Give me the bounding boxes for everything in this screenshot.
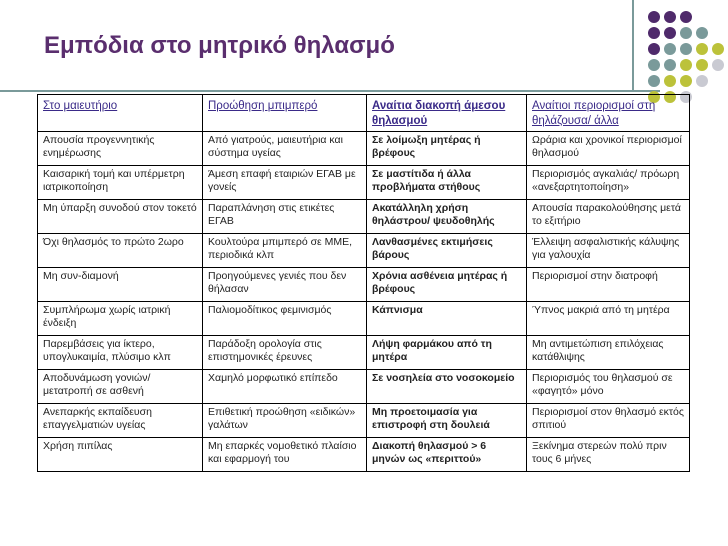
table-cell: Σε λοίμωξη μητέρας ή βρέφους — [367, 132, 527, 166]
table-cell: Κουλτούρα μπιμπερό σε ΜΜΕ, περιοδικά κλπ — [203, 234, 367, 268]
decor-dot — [648, 43, 660, 55]
table-cell: Μη συν-διαμονή — [38, 268, 203, 302]
table-row — [38, 234, 690, 268]
table-cell: Μη επαρκές νομοθετικό πλαίσιο και εφαρμογή του — [203, 438, 367, 472]
column-header: Αναίτια διακοπή άμεσου θηλασμού — [367, 95, 527, 132]
table-cell: Παραπλάνηση στις ετικέτες ΕΓΑΒ — [203, 200, 367, 234]
table-cell: Άμεση επαφή εταιριών ΕΓΑΒ με γονείς — [203, 166, 367, 200]
decor-dot — [664, 43, 676, 55]
column-header: Στο μαιευτήριο — [38, 95, 203, 132]
table-cell: Αποδυνάμωση γονιών/ μετατροπή σε ασθενή — [38, 370, 203, 404]
table-cell: Ανεπαρκής εκπαίδευση επαγγελματιών υγείας — [38, 404, 203, 438]
table-header-row — [38, 95, 690, 132]
table-cell: Σε μαστίτιδα ή άλλα προβλήματα στήθους — [367, 166, 527, 200]
table-cell: Ξεκίνημα στερεών πολύ πριν τους 6 μήνες — [527, 438, 690, 472]
decor-dot — [680, 43, 692, 55]
table-cell: Καισαρική τομή και υπέρμετρη ιατρικοποίηση — [38, 166, 203, 200]
table-cell: Χαμηλό μορφωτικό επίπεδο — [203, 370, 367, 404]
table-cell: Παρεμβάσεις για ίκτερο, υπογλυκαιμία, πλύσιμο κλπ — [38, 336, 203, 370]
table-cell: Σε νοσηλεία στο νοσοκομείο — [367, 370, 527, 404]
decor-horizontal-line — [0, 90, 660, 92]
decor-dot — [648, 59, 660, 71]
table-cell: Λανθασμένες εκτιμήσεις βάρους — [367, 234, 527, 268]
barriers-table — [37, 94, 690, 472]
table-cell: Απουσία παρακολούθησης μετά το εξιτήριο — [527, 200, 690, 234]
table-cell: Μη προετοιμασία για επιστροφή στη δουλειά — [367, 404, 527, 438]
decor-dot — [696, 27, 708, 39]
table-cell: Προηγούμενες γενιές που δεν θήλασαν — [203, 268, 367, 302]
table-cell: Ύπνος μακριά από τη μητέρα — [527, 302, 690, 336]
table-cell: Έλλειψη ασφαλιστικής κάλυψης για γαλουχία — [527, 234, 690, 268]
decor-dot — [712, 59, 724, 71]
table-row — [38, 438, 690, 472]
decor-dot — [680, 59, 692, 71]
table-row — [38, 302, 690, 336]
decor-dot — [696, 43, 708, 55]
table-row — [38, 166, 690, 200]
table-cell: Συμπλήρωμα χωρίς ιατρική ένδειξη — [38, 302, 203, 336]
table-cell: Παλιομοδίτικος φεμινισμός — [203, 302, 367, 336]
decor-dot — [696, 59, 708, 71]
page-title: Εμπόδια στο μητρικό θηλασμό — [44, 32, 395, 59]
table-cell: Από γιατρούς, μαιευτήρια και σύστημα υγείας — [203, 132, 367, 166]
decor-dot — [664, 59, 676, 71]
table-cell: Μη αντιμετώπιση επιλόχειας κατάθλιψης — [527, 336, 690, 370]
table-cell: Διακοπή θηλασμού > 6 μηνών ως «περιττού» — [367, 438, 527, 472]
table-row — [38, 132, 690, 166]
table-cell: Λήψη φαρμάκου από τη μητέρα — [367, 336, 527, 370]
decor-dot — [648, 27, 660, 39]
table-cell: Ωράρια και χρονικοί περιορισμοί θηλασμού — [527, 132, 690, 166]
decor-dot — [680, 11, 692, 23]
table-cell: Απουσία προγεννητικής ενημέρωσης — [38, 132, 203, 166]
table-cell: Όχι θηλασμός το πρώτο 2ωρο — [38, 234, 203, 268]
decor-dot — [648, 75, 660, 87]
decor-dot — [680, 27, 692, 39]
table-row — [38, 200, 690, 234]
decor-vertical-line — [632, 0, 634, 92]
table-cell: Κάπνισμα — [367, 302, 527, 336]
decor-dot — [712, 43, 724, 55]
table-cell: Χρόνια ασθένεια μητέρας ή βρέφους — [367, 268, 527, 302]
decor-dot — [664, 75, 676, 87]
decor-dot — [664, 27, 676, 39]
column-header: Προώθηση μπιμπερό — [203, 95, 367, 132]
table-cell: Χρήση πιπίλας — [38, 438, 203, 472]
table-cell: Περιορισμοί στον θηλασμό εκτός σπιτιού — [527, 404, 690, 438]
decor-dot — [680, 75, 692, 87]
decor-dot — [664, 11, 676, 23]
table-row — [38, 336, 690, 370]
table-cell: Επιθετική προώθηση «ειδικών» γαλάτων — [203, 404, 367, 438]
table-row — [38, 404, 690, 438]
table-cell: Περιορισμός αγκαλιάς/ πρόωρη «ανεξαρτητοποίηση» — [527, 166, 690, 200]
column-header: Αναίτιοι περιορισμοί στη θηλάζουσα/ άλλα — [527, 95, 690, 132]
table-cell: Ακατάλληλη χρήση θηλάστρου/ ψευδοθηλής — [367, 200, 527, 234]
table-cell: Παράδοξη ορολογία στις επιστημονικές έρευνες — [203, 336, 367, 370]
table-row — [38, 268, 690, 302]
decor-dot — [696, 75, 708, 87]
table-cell: Μη ύπαρξη συνοδού στον τοκετό — [38, 200, 203, 234]
table-cell: Περιορισμοί στην διατροφή — [527, 268, 690, 302]
table-row — [38, 370, 690, 404]
table-cell: Περιορισμός του θηλασμού σε «φαγητό» μόνο — [527, 370, 690, 404]
decor-dot — [648, 11, 660, 23]
decor-dot-grid — [644, 8, 728, 108]
